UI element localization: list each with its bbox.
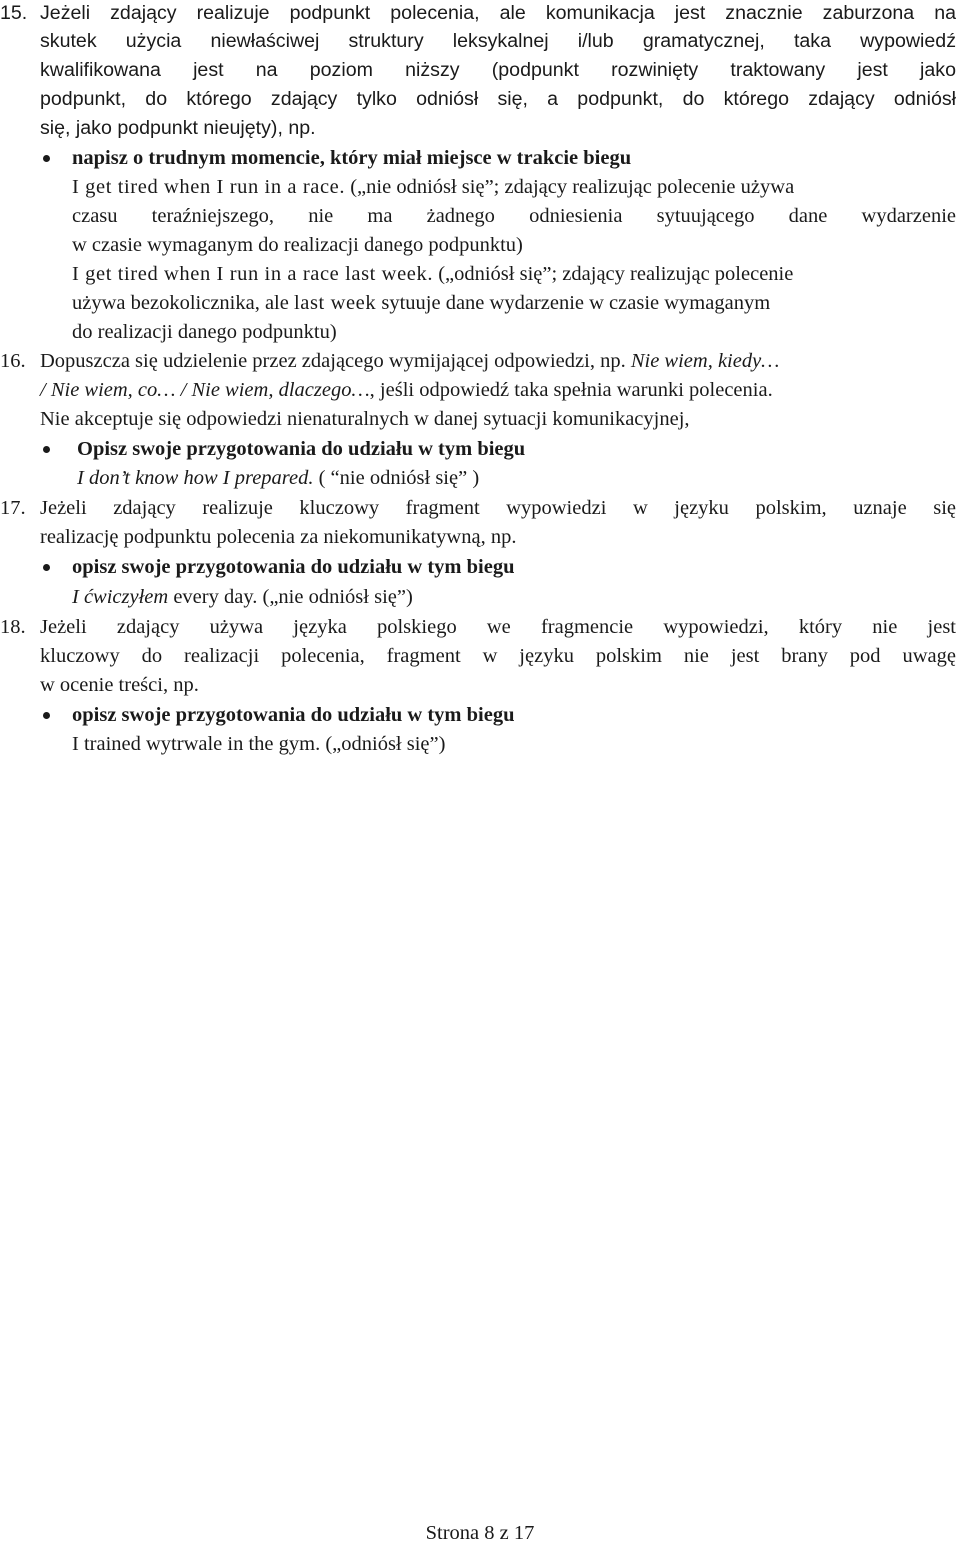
item-15-line-5: się, jako podpunkt nieujęty), np. <box>40 117 316 139</box>
item-17-example-english: every day. <box>173 586 258 608</box>
item-15-example-2-line-2c: sytuuje dane wydarzenie w czasie wymaganym <box>381 292 771 314</box>
item-17-bullet-text: opisz swoje przygotowania do udziału w tym biegu <box>72 556 515 578</box>
item-15-example-1-line-3: w czasie wymaganym do realizacji danego podpunktu) <box>72 234 523 256</box>
item-16-number: 16. <box>0 350 26 372</box>
item-18-bullet-text: opisz swoje przygotowania do udziału w tym biegu <box>72 704 515 726</box>
item-18-line-1: Jeżeli zdający używa języka polskiego we fragmencie wypowiedzi, który nie jest <box>40 616 956 638</box>
bullet-icon <box>43 446 50 453</box>
item-15-line-2: skutek użycia niewłaściwej struktury leksykalnej i/lub gramatycznej, taka wypowiedź <box>40 30 956 52</box>
page-footer: Strona 8 z 17 <box>425 1522 535 1544</box>
item-16-bullet-text: Opisz swoje przygotowania do udziału w tym biegu <box>77 438 526 460</box>
item-15-example-1-line-2: czasu teraźniejszego, nie ma żadnego odniesienia sytuującego dane wydarzenie <box>72 205 956 227</box>
item-17-line-1: Jeżeli zdający realizuje kluczowy fragment wypowiedzi w języku polskim, uznaje się <box>40 497 956 519</box>
item-16-example-note: ( “nie odniósł się” ) <box>318 467 480 489</box>
item-15-example-2-line-2a: używa bezokolicznika, ale <box>72 292 289 314</box>
item-15-example-1: I get tired when I run in a race. <box>72 176 346 198</box>
item-15-example-2-line-3: do realizacji danego podpunktu) <box>72 321 337 343</box>
item-18-bullet-row <box>0 701 960 730</box>
item-16-line-1a: Dopuszcza się udzielenie przez zdającego wymijającej odpowiedzi, np. <box>40 350 626 372</box>
item-18-number: 18. <box>0 616 26 638</box>
item-16-example: I don’t know how I prepared. <box>77 467 314 489</box>
item-17-example-note: („nie odniósł się”) <box>262 586 413 608</box>
item-15-example-2: I get tired when I run in a race last week. <box>72 263 434 285</box>
item-15-bullet-text: napisz o trudnym momencie, który miał miejsce w trakcie biegu <box>72 147 632 169</box>
item-18-line-3: w ocenie treści, np. <box>40 674 199 696</box>
item-17-line-2: realizację podpunktu polecenia za niekomunikatywną, np. <box>40 526 517 548</box>
bullet-icon <box>43 712 50 719</box>
item-17-number: 17. <box>0 497 26 519</box>
item-16-line-2b: , jeśli odpowiedź taka spełnia warunki polecenia. <box>369 379 773 401</box>
item-17-bullet-row <box>0 553 960 582</box>
item-15-bullet-row <box>0 144 960 173</box>
item-18-example-note: („odniósł się”) <box>325 733 446 755</box>
item-16-line-1b: Nie wiem, kiedy… <box>630 350 780 372</box>
item-16-line-3: Nie akceptuje się odpowiedzi nienaturalnych w danej sytuacji komunikacyjnej, <box>40 408 690 430</box>
item-18-example: I trained wytrwale in the gym. <box>72 733 321 755</box>
item-15-example-1-note: („nie odniósł się”; zdający realizując polecenie używa <box>350 176 795 198</box>
item-16-bullet-row <box>0 435 960 464</box>
bullet-icon <box>43 155 50 162</box>
item-18-line-2: kluczowy do realizacji polecenia, fragment w języku polskim nie jest brany pod uwagę <box>40 645 956 667</box>
item-15-line-1: Jeżeli zdający realizuje podpunkt polecenia, ale komunikacja jest znacznie zaburzona na <box>40 2 956 24</box>
item-15-example-2-line-2b: last week <box>293 292 377 314</box>
bullet-icon <box>43 564 50 571</box>
item-15-line-4: podpunkt, do którego zdający tylko odniósł się, a podpunkt, do którego zdający odniósł <box>40 88 956 110</box>
item-15-line-3: kwalifikowana jest na poziom niższy (podpunkt rozwinięty traktowany jest jako <box>40 59 956 81</box>
item-16-line-2a: / Nie wiem, co… / Nie wiem, dlaczego… <box>40 379 370 401</box>
item-15-example-2-note: („odniósł się”; zdający realizując polecenie <box>438 263 794 285</box>
item-17-example-polish: I ćwiczyłem <box>72 586 169 608</box>
item-15-number: 15. <box>0 2 28 24</box>
